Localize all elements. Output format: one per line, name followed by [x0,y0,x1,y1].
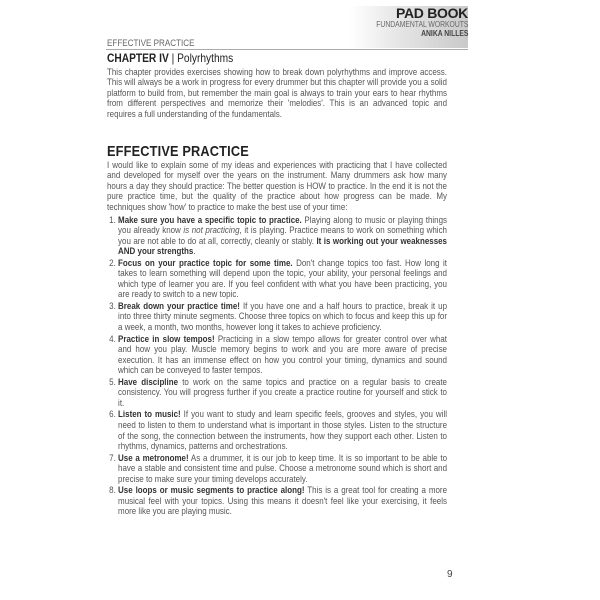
chapter-separator: | [168,51,178,65]
list-item: 3. Break down your practice time! If you have one and a half hours to practice, break it up into three thirty minute segments. Choose three topics on which to focus and keep this up for a week, a month, two months, however long it takes to achieve proficiency. [118,301,447,333]
chapter-intro: This chapter provides exercises showing how to break down polyrhythms and improve access. This will always be a work in progress for every drummer but this chapter will provide you a solid platform to build from, but remember the main goal is always to train your ears to hear rhythms from different perspectives and memorize their 'melodies'. This is an advanced topic and requires a full understanding of the fundamentals. [107,65,447,119]
page-content [107,53,447,518]
page-number: 9 [447,569,453,580]
practice-list [107,215,447,517]
header-rule [106,49,468,50]
list-item: 7. Use a metronome! As a drummer, it is our job to keep time. It is so important to be able to have a stable and consistent time and pulse. Choose a metronome sound which is short and precise to make sure your timing develops accurately. [118,453,447,485]
list-item: 4. Practice in slow tempos! Practicing in a slow tempo allows for greater control over what and how you play. Muscle memory begins to work and you are more aware of precise execution. It has an immense effect on how you control your timing, dynamics and sound which can be conveyed to faster tempos. [118,334,447,376]
list-item: 1. Make sure you have a specific topic to practice. Playing along to music or playing things you already know is not practicing, it is playing. Practice means to work on something which you are not able to do at all, correctly, cleanly or stably. It is working out your weaknesses AND your strengths. [118,215,447,257]
running-section-title: EFFECTIVE PRACTICE [107,38,195,49]
practice-intro: I would like to explain some of my ideas and experiences with practicing that I have collected and developed for myself over the years on the instrument. Many drummers ask how many hours a day they should practice: The better question is HOW to practice. In the end it is not the pure practice time, but the quality of the practice about how progress can be made. My techniques show 'how' to practice to make the best use of your time: [107,158,447,213]
list-item: 5. Have discipline to work on the same topics and practice on a regular basis to create consistency. You will progress further if you create a practice routine for yourself and stick to it. [118,377,447,409]
book-header [360,6,468,38]
book-subtitle: FUNDAMENTAL WORKOUTS [375,20,468,29]
list-item: 8. Use loops or music segments to practice along! This is a great tool for creating a more musical feel with your topics. Using this means it doesn't feel like your exercising, it feels more like you are playing music. [118,485,447,517]
list-item: 6. Listen to music! If you want to study and learn specific feels, grooves and styles, you will need to listen to them to understand what is important in those styles. Listen to the structure of the song, the connection between the instruments, how they support each other. Listen to rhythms, dynamics, patterns and orchestrations. [118,409,447,451]
chapter-number: CHAPTER IV [107,51,169,65]
list-item: 2. Focus on your practice topic for some time. Don't change topics too fast. How long it takes to learn something will depend upon the topic, your ability, your personal feelings and which type of learner you are. If you feel confident with what you have been practicing, you are ready to switch to a new topic. [118,258,447,300]
section-heading: EFFECTIVE PRACTICE [107,143,249,161]
chapter-title [107,53,447,64]
book-title: PAD BOOK [395,5,468,21]
chapter-name: Polyrhythms [177,51,234,65]
book-author: ANIKA NILLES [420,29,468,38]
